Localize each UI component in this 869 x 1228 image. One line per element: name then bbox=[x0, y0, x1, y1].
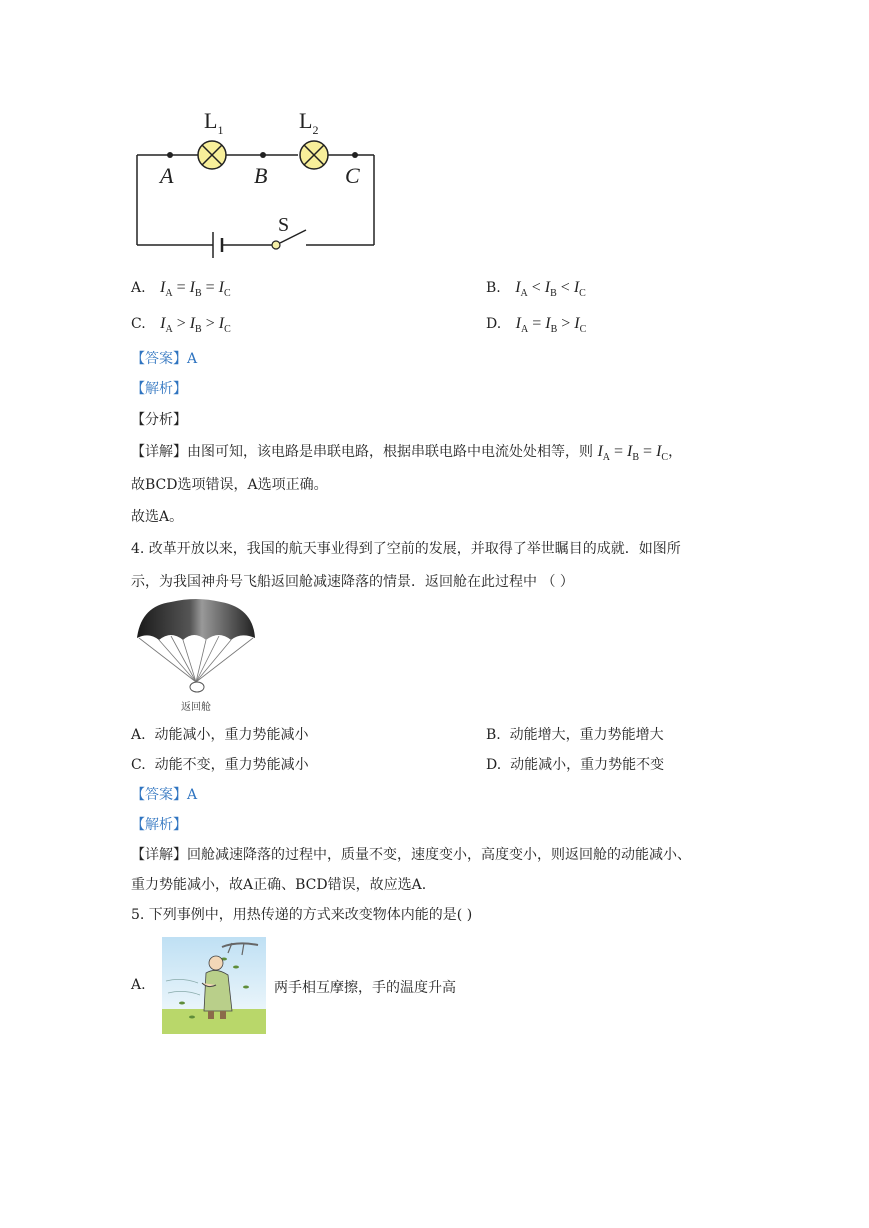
q4-option-a: A. 动能减小，重力势能减小 bbox=[131, 727, 309, 743]
label-b: B bbox=[254, 163, 268, 188]
lamp-l1-icon bbox=[198, 141, 226, 169]
q3-option-d: D. $I_A = I_B > I_C$ bbox=[486, 315, 587, 336]
circuit-diagram bbox=[130, 100, 390, 260]
q3-answer: 【答案】A bbox=[131, 351, 198, 367]
parachute-icon bbox=[131, 596, 261, 696]
q3-detail-line2: 故BCD选项错误，A选项正确。 bbox=[131, 477, 328, 493]
q4-detail-line1: 【详解】回舱减速降落的过程中，质量不变，速度变小，高度变小，则返回舱的动能减小、 bbox=[131, 847, 691, 863]
q4-answer: 【答案】A bbox=[131, 787, 198, 803]
q4-option-d: D. 动能减小，重力势能不变 bbox=[486, 757, 665, 773]
q3-detail-line3: 故选A。 bbox=[131, 509, 184, 525]
q3-option-b: B. $I_A < I_B < I_C$ bbox=[486, 279, 586, 300]
label-c: C bbox=[345, 163, 360, 188]
q4-option-b: B. 动能增大，重力势能增大 bbox=[486, 727, 664, 743]
q3-detail-line1: 【详解】由图可知，该电路是串联电路，根据串联电路中电流处处相等，则 $I_A = I_B = I_C$， bbox=[131, 443, 683, 464]
q3-fenxi-label: 【分析】 bbox=[131, 412, 187, 428]
junction-a bbox=[167, 152, 173, 158]
q4-analysis-label: 【解析】 bbox=[131, 817, 187, 833]
q5-option-a-text: 两手相互摩擦，手的温度升高 bbox=[274, 980, 456, 996]
label-s: S bbox=[278, 214, 290, 236]
q4-stem-line2: 示，为我国神舟号飞船返回舱减速降落的情景．返回舱在此过程中 （ ） bbox=[131, 574, 574, 590]
q5-stem: 5. 下列事例中，用热传递的方式来改变物体内能的是( ) bbox=[131, 907, 473, 923]
junction-b bbox=[260, 152, 266, 158]
parachute-image bbox=[131, 596, 261, 714]
switch-pivot bbox=[272, 241, 280, 249]
parachute-caption: 返回舱 bbox=[181, 702, 211, 713]
label-l1: $L_1$ bbox=[204, 108, 224, 137]
q3-analysis-label: 【解析】 bbox=[131, 381, 187, 397]
q4-detail-line2: 重力势能减小，故A正确、BCD错误，故应选A. bbox=[131, 877, 427, 893]
q3-option-a: A. $I_A = I_B = I_C$ bbox=[131, 279, 231, 300]
q3-option-c: C. $I_A > I_B > I_C$ bbox=[131, 315, 231, 336]
label-l2: $L_2$ bbox=[299, 108, 319, 137]
junction-c bbox=[352, 152, 358, 158]
windy-scene-icon bbox=[162, 937, 266, 1034]
q4-stem-line1: 4. 改革开放以来，我国的航天事业得到了空前的发展，并取得了举世瞩目的成就．如图所 bbox=[131, 541, 681, 557]
q4-option-c: C. 动能不变，重力势能减小 bbox=[131, 757, 309, 773]
lamp-l2-icon bbox=[300, 141, 328, 169]
q5-option-a-letter: A. bbox=[131, 977, 146, 993]
label-a: A bbox=[160, 163, 174, 188]
q5-option-a-image bbox=[162, 937, 266, 1034]
